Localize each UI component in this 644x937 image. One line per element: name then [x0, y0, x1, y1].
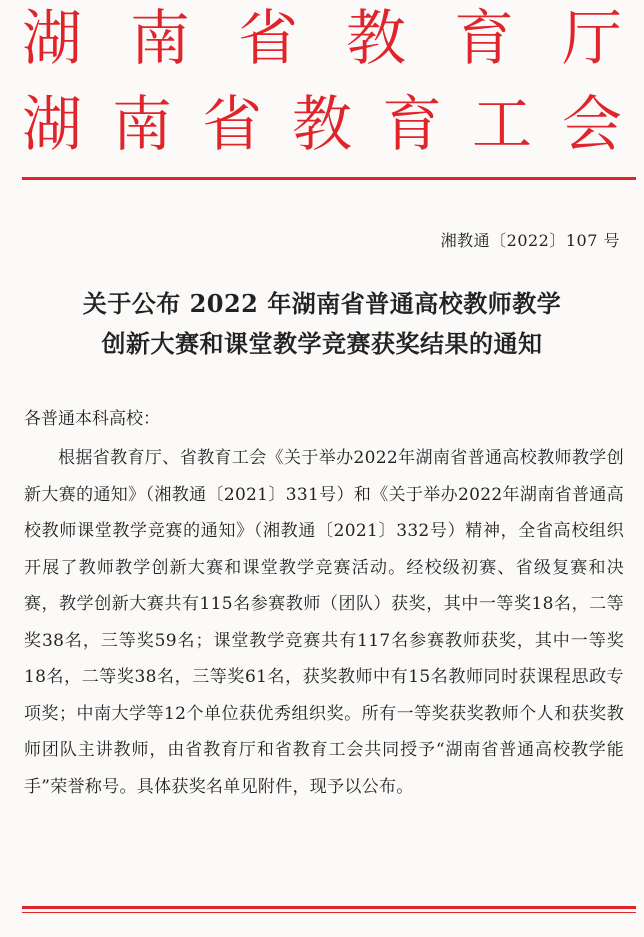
header-char: 育	[382, 90, 442, 160]
red-separator-bottom	[22, 906, 636, 909]
header-char: 育	[454, 4, 514, 74]
header-char: 南	[112, 90, 172, 160]
header-char: 会	[562, 90, 622, 160]
red-separator-bottom-thin	[22, 912, 636, 913]
header-char: 南	[130, 4, 190, 74]
header-char: 教	[346, 4, 406, 74]
header-char: 湖	[22, 90, 82, 160]
salutation: 各普通本科高校：	[24, 409, 160, 429]
header-char: 省	[202, 90, 262, 160]
issuer-header-education-union	[22, 92, 622, 158]
header-char: 教	[292, 90, 352, 160]
document-title-line-1: 关于公布 2022 年湖南省普通高校教师教学	[82, 289, 562, 318]
header-char: 工	[472, 90, 532, 160]
document-title-line-2: 创新大赛和课堂教学竞赛获奖结果的通知	[101, 329, 543, 358]
body-paragraph: 根据省教育厅、省教育工会《关于举办2022年湖南省普通高校教师教学创新大赛的通知》（湘教通〔2021〕331号）和《关于举办2022年湖南省普通高校教师课堂教学竞赛的通知》（湘教通〔2021〕332号）精神，全省高校组织开展了教师教学创新大赛和课堂教学竞赛活动。经校级初赛、省级复赛和决赛，教学创新大赛共有115名参赛教师（团队）获奖，其中一等奖18名，二等奖38名，三等奖59名；课堂教学竞赛共有117名参赛教师获奖，其中一等奖18名，二等奖38名，三等奖61名，获奖教师中有15名教师同时获课程思政专项奖；中南大学等12个单位获优秀组织奖。所有一等奖获奖教师个人和获奖教师团队主讲教师，由省教育厅和省教育工会共同授予“湖南省普通高校教学能手”荣誉称号。具体获奖名单见附件，现予以公布。	[24, 448, 624, 797]
red-separator-top	[22, 177, 636, 180]
header-char: 省	[238, 4, 298, 74]
header-char: 厅	[562, 4, 622, 74]
document-number: 湘教通〔2022〕107 号	[440, 231, 620, 250]
issuer-header-education-department	[22, 6, 622, 72]
header-char: 湖	[22, 4, 82, 74]
